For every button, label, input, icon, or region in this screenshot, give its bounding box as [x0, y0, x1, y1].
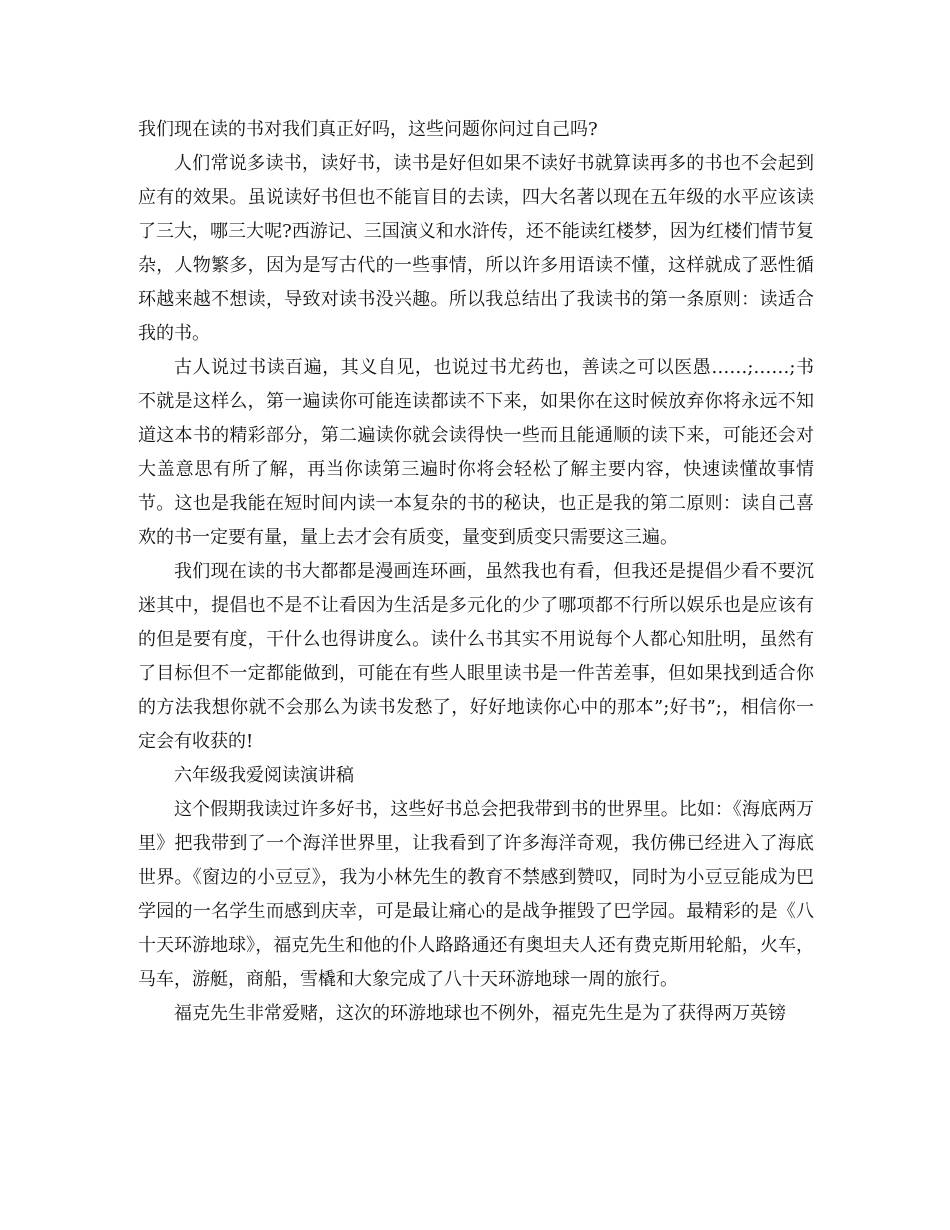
paragraph-6: 福克先生非常爱赌，这次的环游地球也不例外，福克先生是为了获得两万英镑 — [174, 1003, 786, 1024]
paragraph-5: 这个假期我读过许多好书，这些好书总会把我带到书的世界里。比如：《海底两万里》把我带到了一个海洋世界里，让我看到了许多海洋奇观，我仿佛已经进入了海底世界。《窗边的小豆豆》，我为小林先生的教育不禁感到赞叹，同时为小豆豆能成为巴学园的一名学生而感到庆幸，可是最让痛心的是战争摧毁了巴学园。最精彩的是《八十天环游地球》，福克先生和他的仆人路路通还有奥坦夫人还有费克斯用轮船，火车，马车，游艇，商船，雪橇和大象完成了八十天环游地球一周的旅行。 — [138, 799, 814, 990]
section-title: 六年级我爱阅读演讲稿 — [174, 765, 354, 786]
paragraph-1: 我们现在读的书对我们真正好吗，这些问题你问过自己吗? — [138, 119, 598, 140]
document-body — [138, 113, 814, 1031]
paragraph-4: 我们现在读的书大都都是漫画连环画，虽然我也有看，但我还是提倡少看不要沉迷其中，提倡也不是不让看因为生活是多元化的少了哪项都不行所以娱乐也是应该有的但是要有度，干什么也得讲度么。读什么书其实不用说每个人都心知肚明，虽然有了目标但不一定都能做到，可能在有些人眼里读书是一件苦差事，但如果找到适合你的方法我想你就不会那么为读书发愁了，好好地读你心中的那本”;好书”;，相信你一定会有收获的! — [138, 561, 814, 752]
paragraph-3: 古人说过书读百遍，其义自见，也说过书尤药也，善读之可以医愚……;……;书不就是这样么，第一遍读你可能连读都读不下来，如果你在这时候放弃你将永远不知道这本书的精彩部分，第二遍读你就会读得快一些而且能通顺的读下来，可能还会对大盖意思有所了解，再当你读第三遍时你将会轻松了解主要内容，快速读懂故事情节。这也是我能在短时间内读一本复杂的书的秘诀，也正是我的第二原则：读自己喜欢的书一定要有量，量上去才会有质变，量变到质变只需要这三遍。 — [138, 357, 814, 548]
paragraph-2: 人们常说多读书，读好书，读书是好但如果不读好书就算读再多的书也不会起到应有的效果。虽说读好书但也不能盲目的去读，四大名著以现在五年级的水平应该读了三大，哪三大呢?西游记、三国演义和水浒传，还不能读红楼梦，因为红楼们情节复杂，人物繁多，因为是写古代的一些事情，所以许多用语读不懂，这样就成了恶性循环越来越不想读，导致对读书没兴趣。所以我总结出了我读书的第一条原则：读适合我的书。 — [138, 153, 814, 344]
